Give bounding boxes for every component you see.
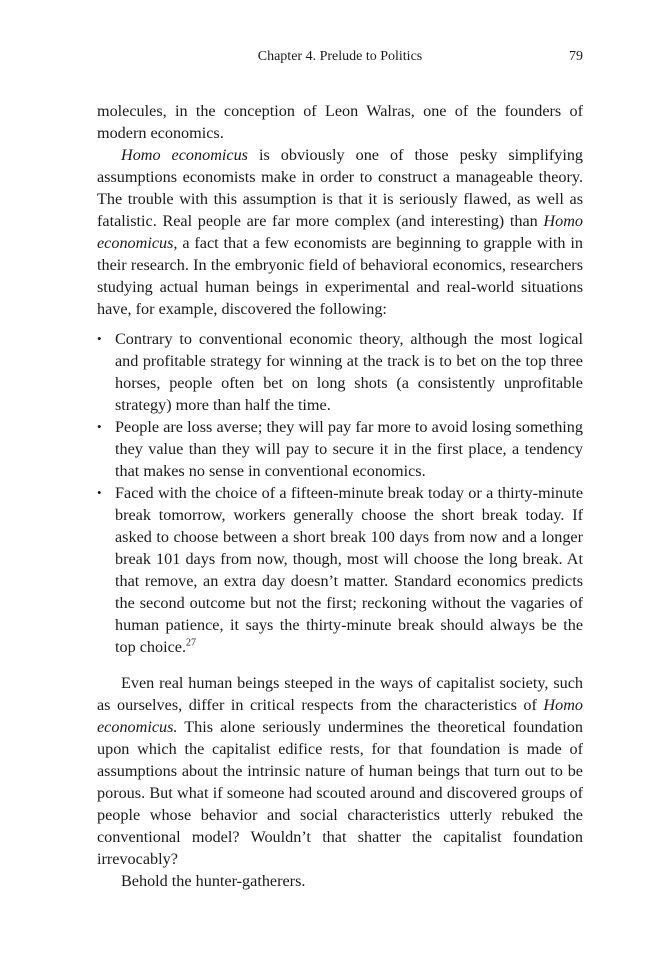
list-item: • People are loss averse; they will pay far more to avoid losing something they value than they will pay to secure it in the first place, a tendency that makes no sense in conventional economics. [97, 416, 583, 482]
italic-term: Homo economicus [121, 146, 248, 164]
page-body [97, 100, 583, 892]
italic-term: Homo economicus, [97, 212, 583, 252]
footnote-reference[interactable]: 27 [186, 637, 197, 649]
paragraph-real-humans: Even real human beings steeped in the ways of capitalist society, such as ourselves, differ in critical respects from the characteristics of Homo economicus. This alone seriously undermines the theoretical foundation upon which the capitalist edifice rests, for that foundation is made of assumptions about the intrinsic nature of human beings that turn out to be porous. But what if someone had scouted around and discovered groups of people whose behavior and social characteristics utterly rebuked the conventional model? Wouldn’t that shatter the capitalist foundation irrevocably? [97, 674, 583, 868]
list-item: • Faced with the choice of a fifteen-minute break today or a thirty-minute break tomorrow, workers generally choose the short break today. If asked to choose between a short break 100 days from now and a longer break 101 days from now, though, most will choose the long break. At that remove, an extra day doesn’t matter. Standard economics predicts the second outcome but not the first; reckoning without the vagaries of human patience, it says the thirty-minute break should always be the top choice.$^{27}$ [97, 482, 583, 658]
list-item: • Contrary to conventional economic theory, although the most logical and profitable strategy for winning at the track is to bet on the top three horses, people often bet on long shots (a consistently unprofitable strategy) more than half the time. [97, 328, 583, 416]
findings-list [97, 328, 583, 658]
running-header [97, 49, 583, 71]
paragraph-closing: Behold the hunter-gatherers. [121, 872, 306, 890]
page-number: 79 [569, 49, 583, 64]
italic-term: Homo economicus. [97, 696, 583, 736]
paragraph-homo-economicus: Homo economicus is obviously one of those pesky simplifying assumptions economists make in order to construct a manageable theory. The trouble with this assumption is that it is seriously flawed, as well as fatalistic. Real people are far more complex (and interesting) than Homo economicus, a fact that a few economists are beginning to grapple with in their research. In the embryonic field of behavioral economics, researchers studying actual human beings in experimental and real-world situations have, for example, discovered the following: [97, 146, 584, 318]
running-title: Chapter 4. Prelude to Politics [257, 49, 423, 64]
paragraph-continued: molecules, in the conception of Leon Walras, one of the founders of modern economics. [97, 102, 583, 142]
